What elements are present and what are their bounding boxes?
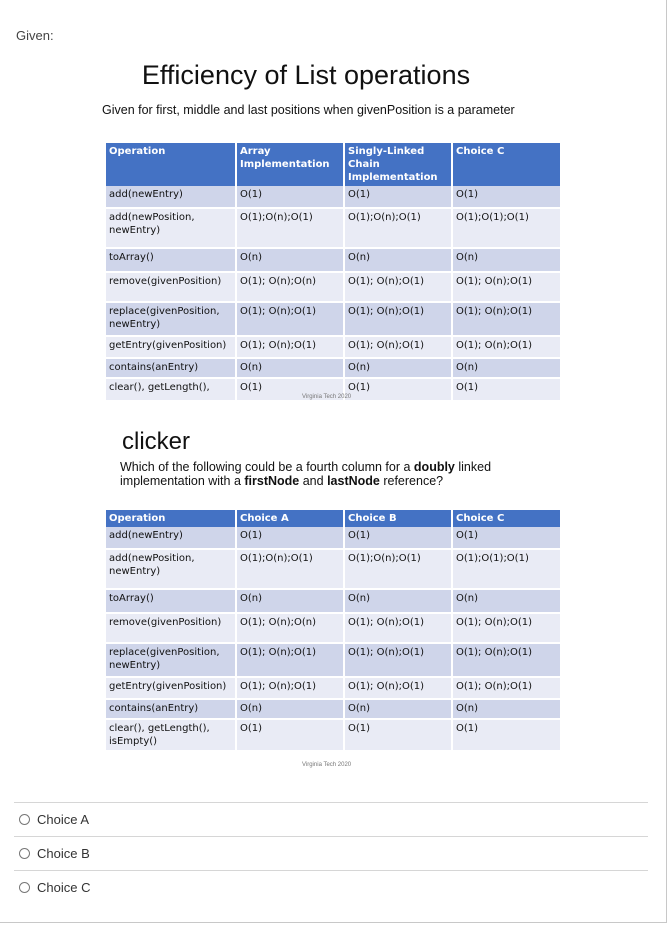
divider [14, 802, 648, 803]
complexity-cell: O(1); O(n);O(1) [236, 677, 344, 699]
operation-cell: add(newPosition, newEntry) [106, 549, 236, 589]
operation-cell: contains(anEntry) [106, 358, 236, 378]
table-row [106, 589, 560, 613]
complexity-cell: O(1);O(n);O(1) [344, 208, 452, 248]
choice-label: Choice B [37, 846, 90, 861]
complexity-cell: O(n) [344, 699, 452, 719]
watermark: Virginia Tech 2020 [302, 762, 352, 768]
complexity-cell: O(1) [236, 719, 344, 750]
complexity-cell: O(n) [452, 248, 560, 272]
complexity-cell: O(1); O(n);O(1) [452, 336, 560, 358]
table-row [106, 699, 560, 719]
complexity-cell: O(1); O(n);O(n) [236, 272, 344, 302]
question-text: Which of the following could be a fourth column for a [120, 460, 414, 474]
complexity-cell: O(1);O(1);O(1) [452, 549, 560, 589]
table-row [106, 248, 560, 272]
header-singly-linked: Singly-Linked Chain Implementation [344, 143, 452, 186]
operation-cell: replace(givenPosition, newEntry) [106, 302, 236, 336]
complexity-cell: O(1); O(n);O(1) [344, 613, 452, 643]
complexity-cell: O(1); O(n);O(1) [452, 272, 560, 302]
complexity-cell: O(n) [236, 358, 344, 378]
header-choice-b: Choice B [344, 510, 452, 527]
table-header-row [106, 510, 560, 527]
choice-b-option[interactable] [19, 846, 90, 861]
complexity-cell: O(1);O(1);O(1) [452, 208, 560, 248]
header-choice-c: Choice C [452, 510, 560, 527]
question-text: and [299, 474, 328, 488]
complexity-cell: O(1); O(n);O(1) [452, 677, 560, 699]
complexity-cell: O(n) [452, 358, 560, 378]
complexity-cell: O(1); O(n);O(1) [344, 302, 452, 336]
operation-cell: remove(givenPosition) [106, 613, 236, 643]
operation-cell: clear(), getLength(), isEmpty() [106, 719, 236, 750]
question-bold-doubly: doubly [413, 460, 455, 474]
header-choice-c: Choice C [452, 143, 560, 186]
complexity-cell: O(1); O(n);O(1) [452, 643, 560, 677]
complexity-cell: O(1); O(n);O(1) [344, 336, 452, 358]
radio-button[interactable] [19, 848, 30, 859]
efficiency-table [106, 143, 560, 400]
complexity-cell: O(1) [452, 527, 560, 549]
table-row [106, 719, 560, 750]
table-row [106, 677, 560, 699]
header-operation: Operation [106, 143, 236, 186]
operation-cell: getEntry(givenPosition) [106, 677, 236, 699]
table-row [106, 336, 560, 358]
question-text: linked implementation with a [120, 460, 492, 488]
radio-button[interactable] [19, 882, 30, 893]
table-row [106, 643, 560, 677]
divider [14, 870, 648, 871]
complexity-cell: O(1) [344, 378, 452, 400]
complexity-cell: O(1) [236, 378, 344, 400]
complexity-cell: O(1); O(n);O(1) [344, 643, 452, 677]
complexity-cell: O(1) [452, 719, 560, 750]
complexity-cell: O(1); O(n);O(1) [236, 643, 344, 677]
complexity-cell: O(1); O(n);O(1) [452, 302, 560, 336]
table-row [106, 272, 560, 302]
operation-cell: replace(givenPosition, newEntry) [106, 643, 236, 677]
complexity-cell: O(1);O(n);O(1) [236, 208, 344, 248]
choice-label: Choice C [37, 880, 91, 895]
operation-cell: add(newEntry) [106, 186, 236, 208]
operation-cell: add(newEntry) [106, 527, 236, 549]
complexity-cell: O(n) [236, 699, 344, 719]
clicker-question [120, 460, 540, 488]
header-array: Array Implementation [236, 143, 344, 186]
given-label: Given: [16, 28, 54, 43]
complexity-cell: O(1); O(n);O(1) [344, 272, 452, 302]
complexity-cell: O(n) [344, 358, 452, 378]
clicker-title: clicker [122, 428, 191, 455]
choices-table [106, 510, 560, 750]
operation-cell: getEntry(givenPosition) [106, 336, 236, 358]
operation-cell: clear(), getLength(), [106, 378, 236, 400]
operation-cell: remove(givenPosition) [106, 272, 236, 302]
complexity-cell: O(1); O(n);O(n) [236, 613, 344, 643]
slide-title: Efficiency of List operations [141, 60, 471, 90]
complexity-cell: O(1);O(n);O(1) [344, 549, 452, 589]
complexity-cell: O(1); O(n);O(1) [236, 302, 344, 336]
operation-cell: contains(anEntry) [106, 699, 236, 719]
complexity-cell: O(n) [344, 589, 452, 613]
table-row [106, 613, 560, 643]
complexity-cell: O(n) [236, 589, 344, 613]
choice-c-option[interactable] [19, 880, 90, 895]
complexity-cell: O(1) [344, 186, 452, 208]
complexity-cell: O(1); O(n);O(1) [236, 336, 344, 358]
complexity-cell: O(n) [452, 589, 560, 613]
complexity-cell: O(n) [236, 248, 344, 272]
complexity-cell: O(1);O(n);O(1) [236, 549, 344, 589]
complexity-cell: O(1) [236, 527, 344, 549]
table-row [106, 527, 560, 549]
choice-a-option[interactable] [19, 812, 89, 827]
table-row [106, 358, 560, 378]
complexity-cell: O(1) [452, 186, 560, 208]
question-bold-lastnode: lastNode [327, 474, 380, 488]
choice-label: Choice A [37, 812, 90, 827]
complexity-cell: O(1) [344, 719, 452, 750]
complexity-cell: O(1) [344, 527, 452, 549]
complexity-cell: O(n) [344, 248, 452, 272]
operation-cell: toArray() [106, 589, 236, 613]
radio-button[interactable] [19, 814, 30, 825]
complexity-cell: O(n) [452, 699, 560, 719]
header-operation: Operation [106, 510, 236, 527]
complexity-cell: O(1) [236, 186, 344, 208]
watermark: Virginia Tech 2020 [302, 394, 352, 400]
divider [14, 836, 648, 837]
operation-cell: add(newPosition, newEntry) [106, 208, 236, 248]
header-choice-a: Choice A [236, 510, 344, 527]
question-bold-firstnode: firstNode [244, 474, 300, 488]
slide-subtitle: Given for first, middle and last positions when givenPosition is a parameter [102, 103, 515, 117]
table-header-row [106, 143, 560, 186]
table-row [106, 186, 560, 208]
operation-cell: toArray() [106, 248, 236, 272]
question-text: reference? [379, 474, 444, 488]
table-row [106, 208, 560, 248]
complexity-cell: O(1) [452, 378, 560, 400]
complexity-cell: O(1); O(n);O(1) [344, 677, 452, 699]
table-row [106, 549, 560, 589]
table-row [106, 302, 560, 336]
complexity-cell: O(1); O(n);O(1) [452, 613, 560, 643]
